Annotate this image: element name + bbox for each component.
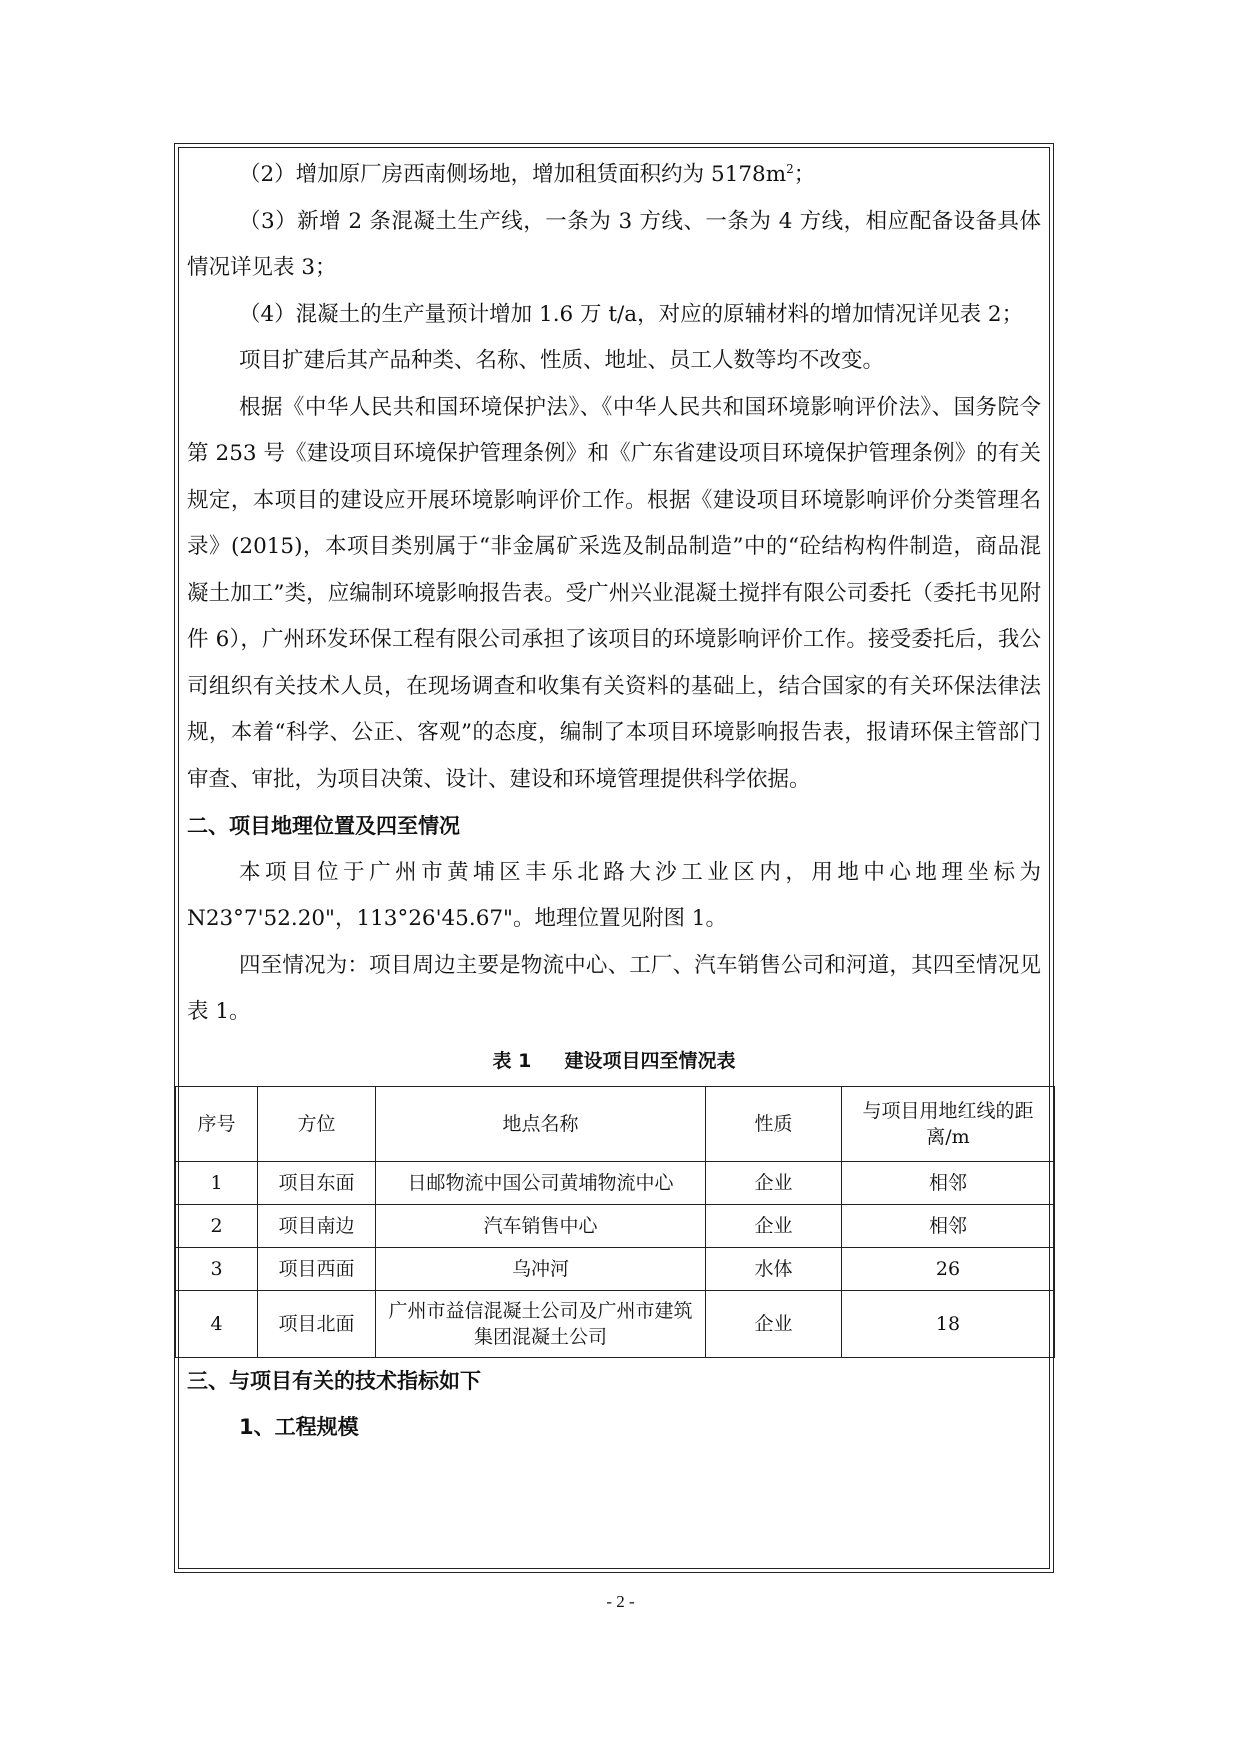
surroundings-table <box>175 1086 1055 1358</box>
header-distance: 与项目用地红线的距离/m <box>842 1086 1055 1161</box>
paragraph-surroundings: 四至情况为：项目周边主要是物流中心、工厂、汽车销售公司和河道，其四至情况见表 1。 <box>187 952 1041 1024</box>
subsection-engineering-scale: 1、工程规模 <box>239 1415 359 1439</box>
page-number: - 2 - <box>606 1592 635 1611</box>
header-location-name: 地点名称 <box>376 1086 706 1161</box>
table-row <box>176 1247 1055 1290</box>
header-nature: 性质 <box>706 1086 842 1161</box>
cell-location-name: 汽车销售中心 <box>376 1204 706 1247</box>
cell-direction: 项目南边 <box>258 1204 376 1247</box>
cell-location-name: 乌冲河 <box>376 1247 706 1290</box>
cell-index: 3 <box>176 1247 258 1290</box>
paragraph-item-4: （4）混凝土的生产量预计增加 1.6 万 t/a，对应的原辅材料的增加情况详见表 2； <box>239 301 1024 327</box>
header-index: 序号 <box>176 1086 258 1161</box>
cell-nature: 企业 <box>706 1290 842 1357</box>
paragraph-item-3: （3）新增 2 条混凝土生产线，一条为 3 方线、一条为 4 方线，相应配备设备具体情况详见表 3； <box>187 208 1041 280</box>
paragraph-location: 本项目位于广州市黄埔区丰乐北路大沙工业区内，用地中心地理坐标为 N23°7'52.20"，113°26'45.67"。地理位置见附图 1。 <box>187 859 1041 931</box>
section-3-heading: 三、与项目有关的技术指标如下 <box>187 1368 481 1393</box>
header-direction: 方位 <box>258 1086 376 1161</box>
table-row <box>176 1290 1055 1357</box>
document-body <box>187 152 1041 1451</box>
table-row <box>176 1161 1055 1204</box>
cell-distance: 26 <box>842 1247 1055 1290</box>
table-header-row <box>176 1086 1055 1161</box>
table-row <box>176 1204 1055 1247</box>
cell-nature: 企业 <box>706 1204 842 1247</box>
cell-direction: 项目东面 <box>258 1161 376 1204</box>
page-frame <box>174 143 1054 1573</box>
section-2-heading: 二、项目地理位置及四至情况 <box>187 814 460 838</box>
cell-distance: 18 <box>842 1290 1055 1357</box>
cell-direction: 项目北面 <box>258 1290 376 1357</box>
paragraph-item-2: （2）增加原厂房西南侧场地，增加租赁面积约为 $5178m^2$； <box>239 161 816 187</box>
cell-index: 1 <box>176 1161 258 1204</box>
cell-nature: 企业 <box>706 1161 842 1204</box>
paragraph-legal-basis: 根据《中华人民共和国环境保护法》、《中华人民共和国环境影响评价法》、国务院令第 253 号《建设项目环境保护管理条例》和《广东省建设项目环境保护管理条例》的有关规定，本项目的建设应开展环境影响评价工作。根据《建设项目环境影响评价分类管理名录》(2015)，本项目类别属于“非金属矿采选及制品制造”中的“砼结构构件制造，商品混凝土加工”类，应编制环境影响报告表。受广州兴业混凝土搅拌有限公司委托（委托书见附件 6），广州环发环保工程有限公司承担了该项目的环境影响评价工作。接受委托后，我公司组织有关技术人员，在现场调查和收集有关资料的基础上，结合国家的有关环保法律法规，本着“科学、公正、客观”的态度，编制了本项目环境影响报告表，报请环保主管部门审查、审批，为项目决策、设计、建设和环境管理提供科学依据。 <box>187 394 1041 792</box>
cell-index: 2 <box>176 1204 258 1247</box>
paragraph-product-unchanged: 项目扩建后其产品种类、名称、性质、地址、员工人数等均不改变。 <box>239 348 885 373</box>
table-1-caption: 表 1 建设项目四至情况表 <box>492 1049 736 1072</box>
cell-index: 4 <box>176 1290 258 1357</box>
cell-distance: 相邻 <box>842 1204 1055 1247</box>
cell-direction: 项目西面 <box>258 1247 376 1290</box>
cell-distance: 相邻 <box>842 1161 1055 1204</box>
cell-location-name: 广州市益信混凝土公司及广州市建筑集团混凝土公司 <box>376 1290 706 1357</box>
cell-nature: 水体 <box>706 1247 842 1290</box>
cell-location-name: 日邮物流中国公司黄埔物流中心 <box>376 1161 706 1204</box>
